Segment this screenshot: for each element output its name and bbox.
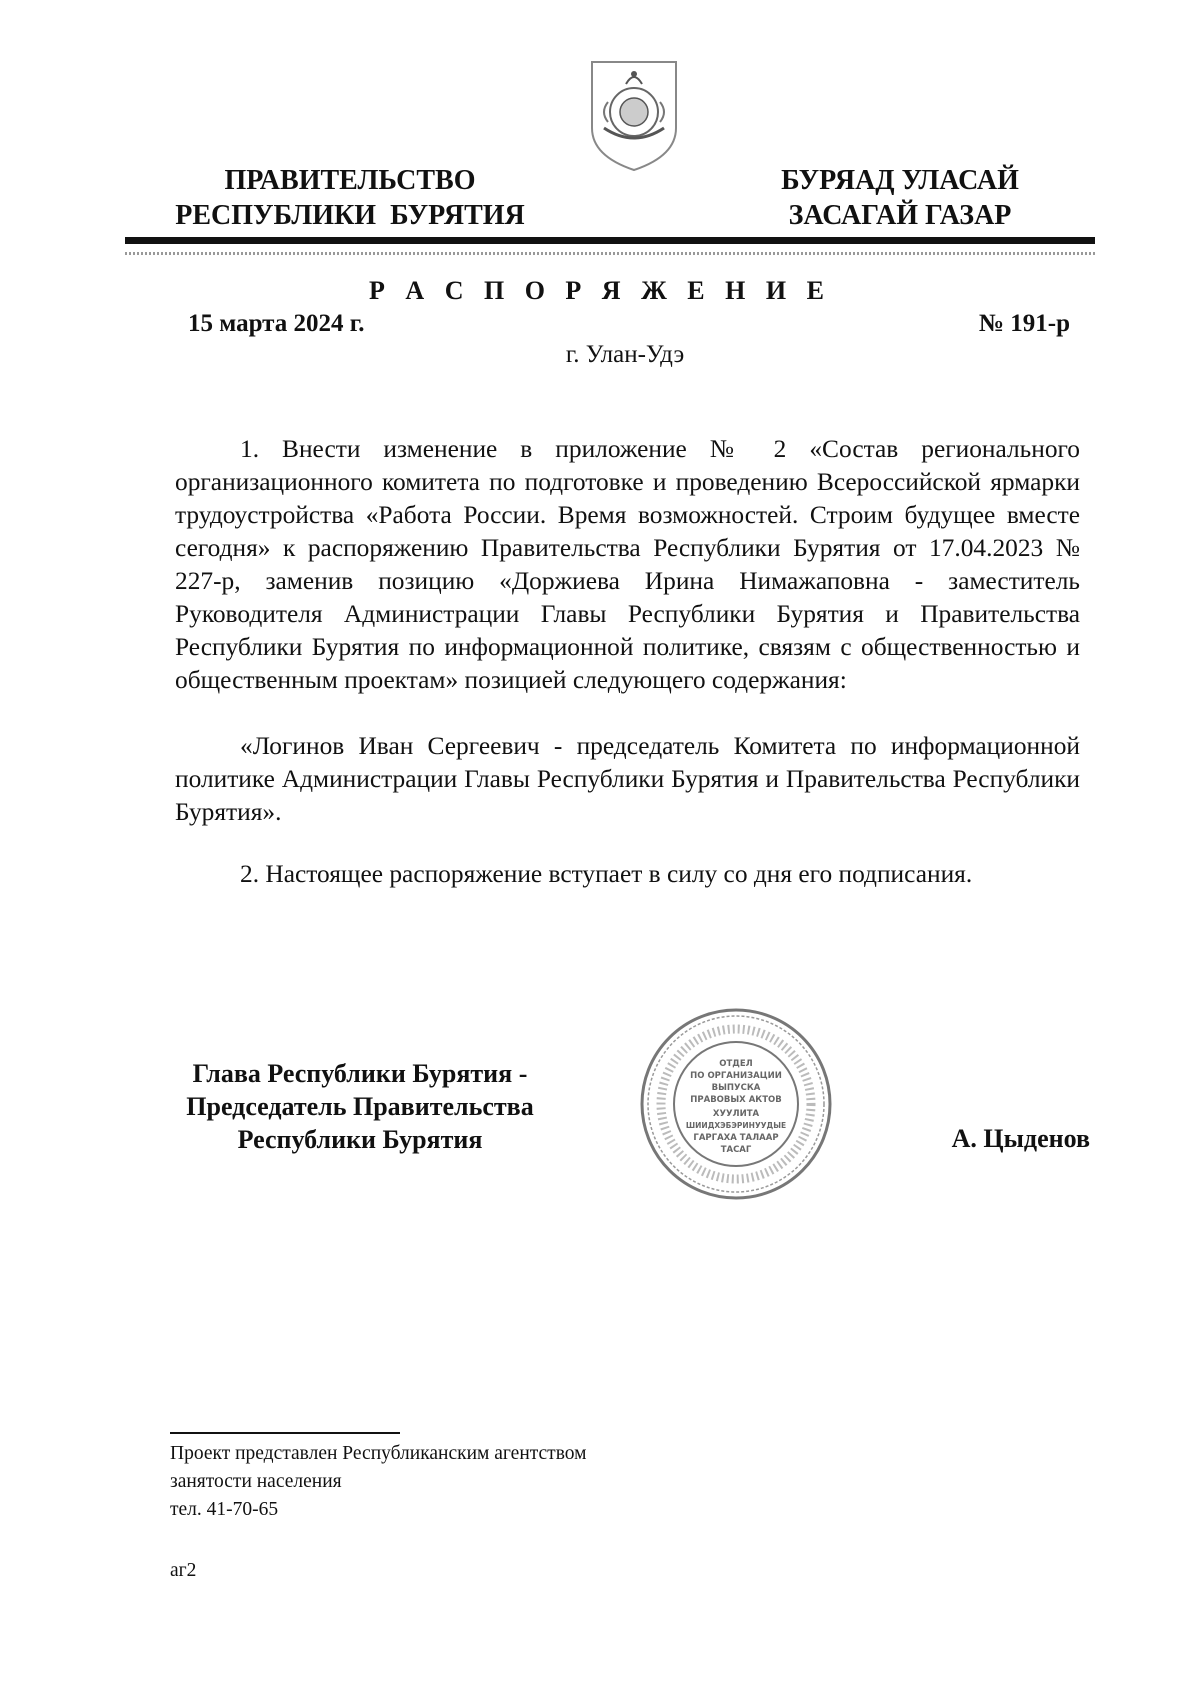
org-line: ПРАВИТЕЛЬСТВО xyxy=(224,165,476,196)
header-divider-thin xyxy=(125,252,1095,255)
seal-text: ШИИДХЭБЭРИНУУДЫЕ xyxy=(685,1121,787,1130)
document-number: № 191-р xyxy=(978,310,1070,337)
seal-text: ПО ОРГАНИЗАЦИИ xyxy=(690,1071,782,1081)
government-name-russian xyxy=(160,163,540,233)
signer-title-line: Глава Республики Бурятия - xyxy=(192,1059,528,1088)
seal-text: ТАСАГ xyxy=(720,1145,752,1155)
seal-text: ОТДЕЛ xyxy=(719,1059,753,1069)
header-divider-thick xyxy=(125,237,1095,244)
official-seal-icon xyxy=(636,1004,836,1204)
signer-name: А. Цыденов xyxy=(951,1124,1090,1153)
signer-title-line: Республики Бурятия xyxy=(237,1125,483,1154)
coat-of-arms-icon xyxy=(586,58,682,174)
body-paragraph-1 xyxy=(175,433,1080,697)
paragraph-text: 2. Настоящее распоряжение вступает в силу со дня его подписания. xyxy=(240,860,973,888)
footnote-line: тел. 41-70-65 xyxy=(170,1499,279,1520)
quote-text: «Логинов Иван Сергеевич - председатель Комитета по информационной политике Администрации Главы Республики Бурятия и Правительства Республики Бурятия». xyxy=(175,732,1080,826)
document-city: г. Улан-Удэ xyxy=(565,341,685,368)
signer-title-line: Председатель Правительства xyxy=(186,1092,534,1121)
footnote-line: занятости населения xyxy=(170,1471,342,1492)
government-name-buryat xyxy=(750,163,1050,233)
seal-text: ВЫПУСКА xyxy=(711,1083,761,1093)
document-code: аг2 xyxy=(170,1560,197,1581)
org-line: РЕСПУБЛИКИ БУРЯТИЯ xyxy=(175,200,525,231)
seal-text: ГАРГАХА ТАЛААР xyxy=(693,1133,779,1143)
seal-text: ХУУЛИТА xyxy=(712,1109,760,1119)
document-type: Р А С П О Р Я Ж Е Н И Е xyxy=(369,276,831,305)
footnote xyxy=(170,1440,587,1524)
body-quote xyxy=(175,730,1080,829)
org-line: ЗАСАГАЙ ГАЗАР xyxy=(788,200,1012,231)
signer-title xyxy=(150,1057,570,1156)
seal-text: ПРАВОВЫХ АКТОВ xyxy=(690,1095,782,1105)
org-line: БУРЯАД УЛАСАЙ xyxy=(781,165,1019,196)
document-date: 15 марта 2024 г. xyxy=(188,310,365,337)
footnote-line: Проект представлен Республиканским агентством xyxy=(170,1443,587,1464)
footnote-divider xyxy=(170,1432,400,1434)
body-paragraph-2 xyxy=(175,858,1080,891)
paragraph-text: 1. Внести изменение в приложение № 2 «Состав регионального организационного комитета по подготовке и проведению Всероссийской ярмарки трудоустройства «Работа России. Время возможностей. Строим будущее вместе сегодня» к распоряжению Правительства Республики Бурятия от 17.04.2023 № 227-р, заменив позицию «Доржиева Ирина Нимажаповна - заместитель Руководителя Администрации Главы Республики Бурятия и Правительства Республики Бурятия по информационной политике, связям с общественностью и общественным проектам» позицией следующего содержания: xyxy=(175,435,1080,694)
